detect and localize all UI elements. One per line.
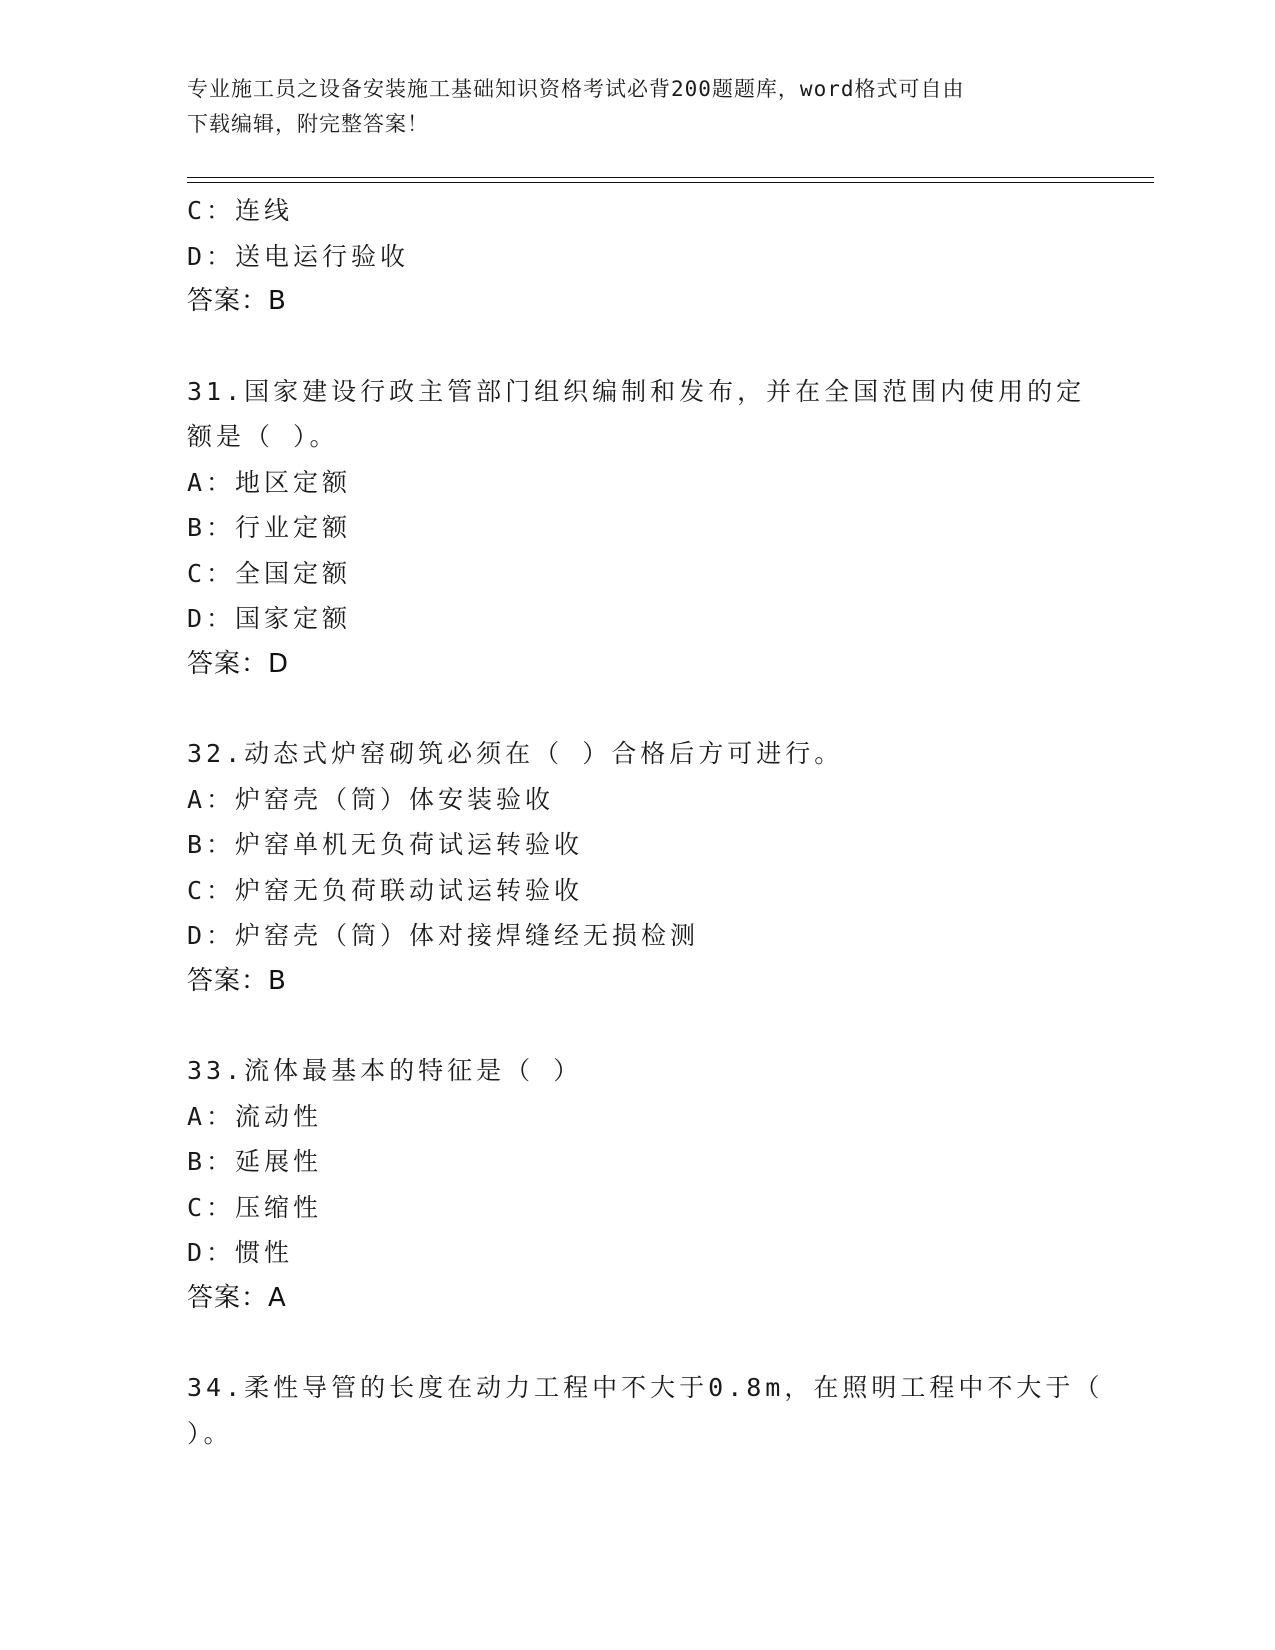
option-b: B：延展性 — [187, 1147, 323, 1176]
question-33 — [187, 1048, 1087, 1321]
option-d: D：惯性 — [187, 1238, 294, 1267]
question-stem-line-1: 34.柔性导管的长度在动力工程中不大于0.8m，在照明工程中不大于（ — [187, 1373, 1104, 1402]
option-d: D：炉窑壳（筒）体对接焊缝经无损检测 — [187, 921, 700, 950]
header-divider-bottom — [187, 182, 1154, 183]
option-c: C：连线 — [187, 196, 294, 225]
option-a: A：炉窑壳（筒）体安装验收 — [187, 784, 555, 814]
header-title-line-1: 专业施工员之设备安装施工基础知识资格考试必背200题题库，word格式可自由 — [187, 77, 965, 101]
question-31 — [187, 369, 1087, 688]
option-c: C：全国定额 — [187, 558, 352, 588]
question-spacer — [187, 1321, 1087, 1365]
answer-line: 答案：A — [187, 1282, 287, 1313]
option-d: D：送电运行验收 — [187, 241, 410, 271]
option-c: C：压缩性 — [187, 1192, 323, 1222]
question-30-tail — [187, 188, 1087, 325]
question-stem-line-1: 32.动态式炉窑砌筑必须在（ ）合格后方可进行。 — [187, 739, 844, 768]
option-b: B：行业定额 — [187, 513, 352, 542]
question-spacer — [187, 687, 1087, 731]
question-list — [187, 188, 1104, 1456]
header-divider-top — [187, 177, 1154, 178]
question-32 — [187, 731, 1087, 1004]
question-34 — [187, 1365, 1104, 1456]
question-stem-line-1: 33.流体最基本的特征是（ ） — [187, 1056, 583, 1085]
option-b: B：炉窑单机无负荷试运转验收 — [187, 830, 584, 859]
option-d: D：国家定额 — [187, 604, 352, 633]
question-spacer — [187, 325, 1087, 369]
question-stem-line-2: ）。 — [187, 1418, 233, 1448]
question-stem-line-2: 额是（ ）。 — [187, 422, 339, 451]
answer-line: 答案：B — [187, 286, 287, 316]
document-header — [187, 72, 1067, 142]
option-a: A：流动性 — [187, 1101, 323, 1131]
answer-line: 答案：D — [187, 648, 290, 679]
option-c: C：炉窑无负荷联动试运转验收 — [187, 875, 584, 905]
question-stem-line-1: 31.国家建设行政主管部门组织编制和发布，并在全国范围内使用的定 — [187, 376, 1086, 406]
question-spacer — [187, 1004, 1087, 1048]
answer-line: 答案：B — [187, 965, 287, 996]
header-title-line-2: 下载编辑，附完整答案！ — [187, 112, 429, 136]
option-a: A：地区定额 — [187, 467, 352, 497]
